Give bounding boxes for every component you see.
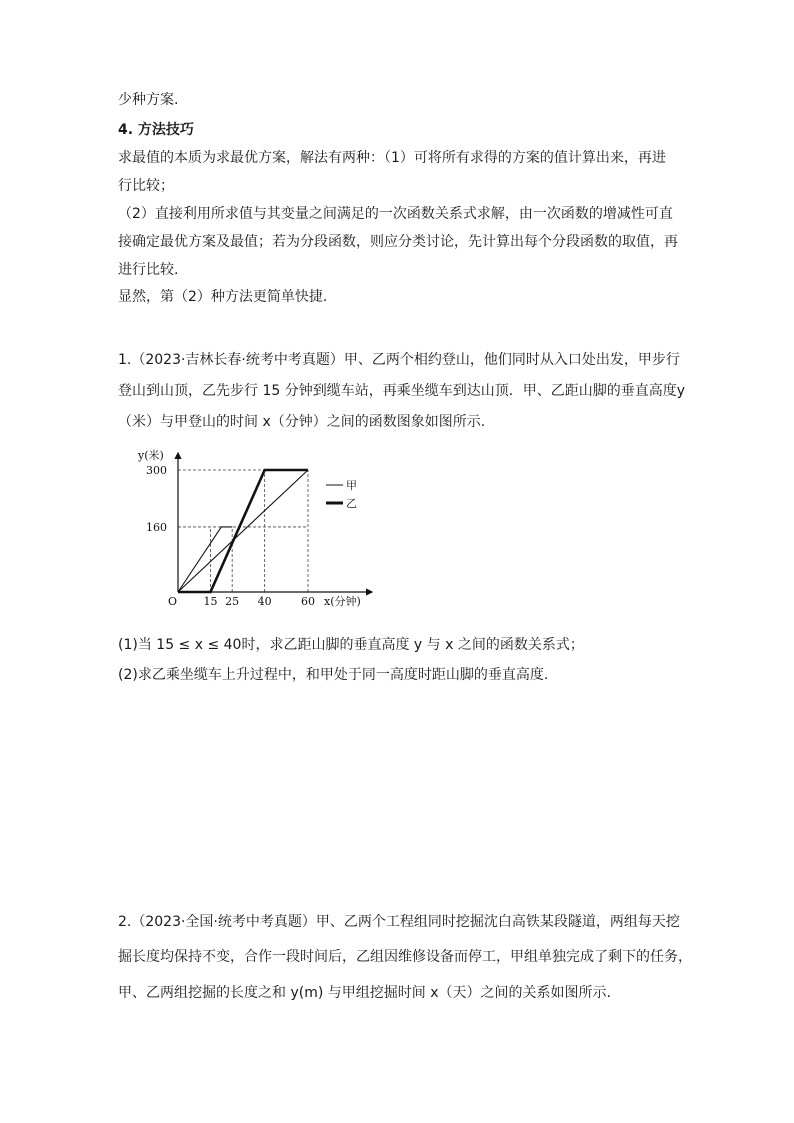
x-tick-label: 15 [203,595,218,608]
text-line: 接确定最优方案及最值；若为分段函数，则应分类讨论，先计算出每个分段函数的取值，再 [118,234,678,250]
x-tick-label: 60 [301,595,315,608]
text-line: 行比较； [118,178,174,194]
question-1: (1)当 15 ≤ x ≤ 40时，求乙距山脚的垂直高度 y 与 x 之间的函数关系式； [118,637,584,653]
problem-1-text: 登山到山顶，乙先步行 15 分钟到缆车站，再乘坐缆车到达山顶．甲、乙距山脚的垂直高度y [118,383,685,399]
text-line: 显然，第（2）种方法更简单快捷. [118,289,328,305]
text-line: 求最值的本质为求最优方案，解法有两种：（1）可将所有求得的方案的值计算出来，再进 [118,150,666,166]
y-axis-label: y(米) [138,449,164,462]
text-line: （2）直接利用所求值与其变量之间满足的一次函数关系式求解，由一次函数的增减性可直 [118,206,673,222]
problem-2-text: 甲、乙两组挖掘的长度之和 y(m) 与甲组挖掘时间 x（天）之间的关系如图所示. [118,985,611,1001]
problem-1-text: 1.（2023·吉林长春·统考中考真题）甲、乙两个相约登山，他们同时从入口处出发，甲步行 [118,352,680,368]
text-line: 少种方案. [118,92,179,108]
y-tick-label: 300 [146,464,167,477]
y-tick-label: 160 [146,520,167,534]
x-tick-label: 25 [225,595,240,608]
series-line-甲 [178,470,308,592]
text-line: 进行比较. [118,262,179,278]
legend-label-jia: 甲 [346,479,357,492]
problem-2-text: 2.（2023·全国·统考中考真题）甲、乙两个工程组同时挖掘沈白高铁某段隧道，两组每天挖 [118,914,680,930]
problem-1-text: （米）与甲登山的时间 x（分钟）之间的函数图象如图所示. [118,414,486,430]
x-tick-label: 40 [257,595,272,608]
legend-label-yi: 乙 [346,497,357,510]
section-heading: 4. 方法技巧 [118,122,194,138]
x-axis-label: x(分钟) [324,595,361,608]
function-graph [136,445,386,615]
problem-2-text: 掘长度均保持不变，合作一段时间后，乙组因维修设备而停工，甲组单独完成了剩下的任务， [118,949,692,965]
origin-label: O [168,595,178,608]
legend [326,479,357,510]
question-2: (2)求乙乘坐缆车上升过程中，和甲处于同一高度时距山脚的垂直高度. [118,667,549,683]
